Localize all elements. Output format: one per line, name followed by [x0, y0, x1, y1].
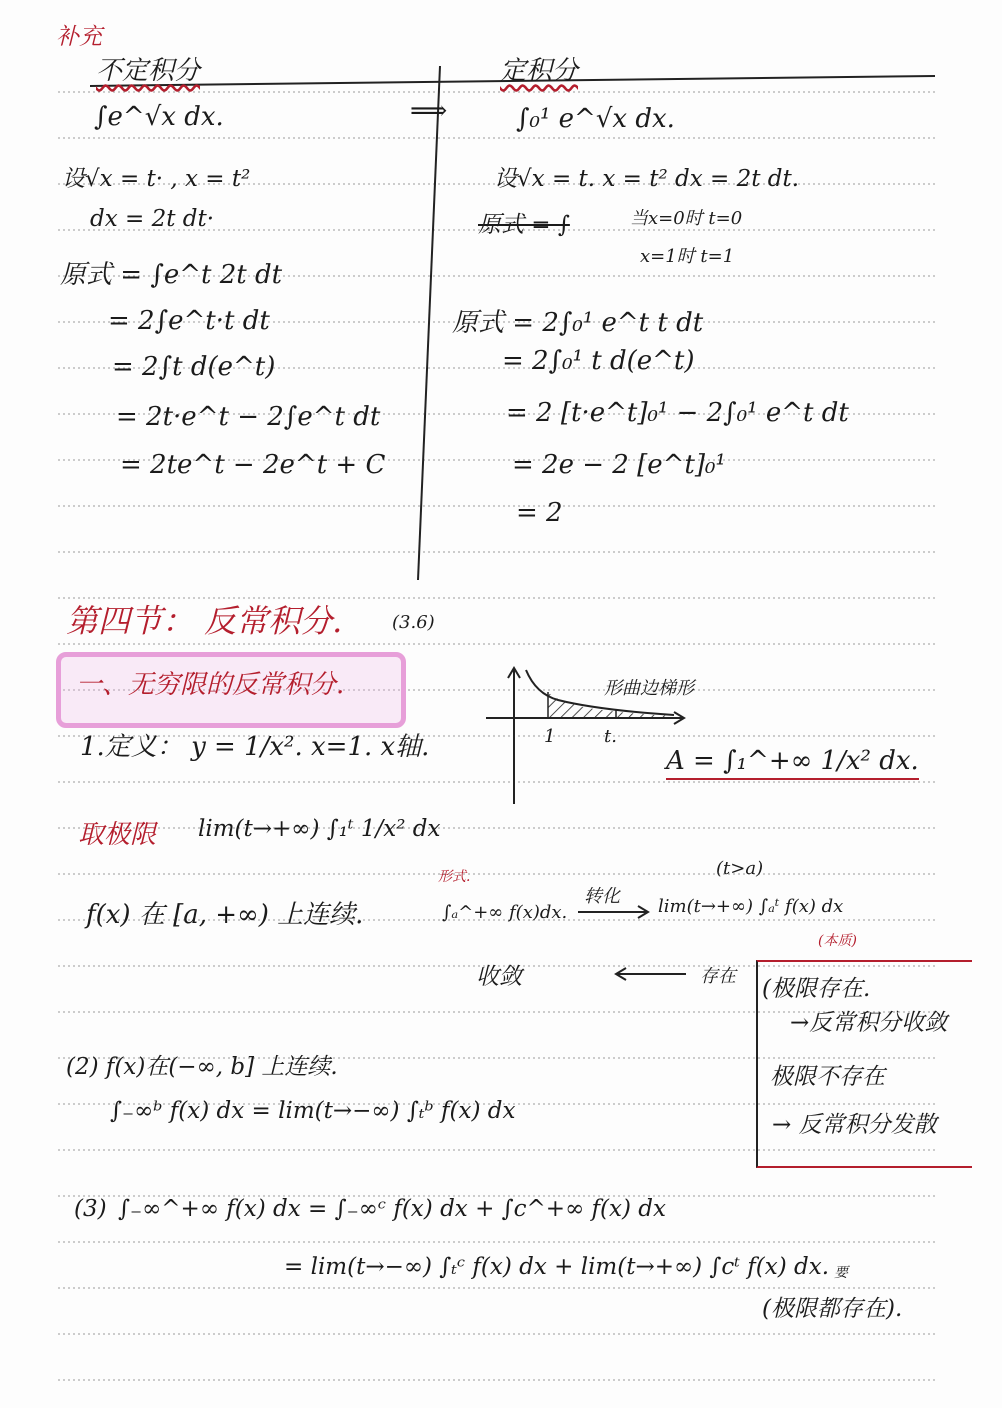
case3-expression-1: ∫₋∞^+∞ f(x) dx = ∫₋∞ᶜ f(x) dx + ∫c^+∞ f(x) dx	[118, 1196, 666, 1222]
left-column-title: 不定积分	[96, 56, 201, 86]
limit-expression: lim(t→+∞) ∫₁ᵗ 1/x² dx	[198, 816, 441, 842]
continuity-line: f(x) 在 [a, +∞) 上连续.	[86, 900, 364, 930]
diagram-label: 形曲边梯形	[604, 678, 694, 699]
left-line-7: = 2t·e^t − 2∫e^t dt	[116, 402, 381, 432]
back-arrow	[612, 966, 688, 982]
case3-heading: (3)	[74, 1196, 107, 1222]
right-line-10: = 2	[516, 498, 563, 528]
right-column-title: 定积分	[500, 56, 579, 86]
case3-note-small: 要	[834, 1265, 848, 1281]
subheading: 一、无穷限的反常积分.	[76, 670, 345, 700]
left-line-4: 原式 = ∫e^t 2t dt	[60, 260, 283, 290]
diagram-tick-t: t.	[604, 726, 617, 747]
case3-note: (极限都存在).	[762, 1296, 903, 1322]
section-ref: (3.6)	[392, 612, 435, 633]
definition-line: 1.定义： y = 1/x². x=1. x轴.	[80, 732, 430, 762]
left-line-1: ∫e^√x dx.	[94, 102, 224, 132]
area-formula: A = ∫₁^+∞ 1/x² dx.	[666, 746, 919, 780]
converge-label: 收敛	[476, 964, 522, 990]
condition: (t>a)	[716, 858, 764, 879]
right-line-9: = 2e − 2 [e^t]₀¹	[512, 450, 726, 480]
diagram-tick-1: 1	[544, 726, 556, 747]
case3-expression-2: = lim(t→−∞) ∫ₜᶜ f(x) dx + lim(t→+∞) ∫cᵗ f(x) dx.	[284, 1254, 830, 1280]
right-line-2: 设√x = t. x = t² dx = 2t dt.	[494, 166, 800, 192]
bracket-line-3: 极限不存在	[770, 1064, 885, 1090]
section-heading: 第四节： 反常积分.	[66, 602, 343, 640]
case2-heading: (2) f(x)在(−∞, b] 上连续.	[66, 1054, 338, 1080]
left-line-2: 设√x = t· , x = t²	[62, 166, 251, 192]
case2-expression: ∫₋∞ᵇ f(x) dx = lim(t→−∞) ∫ₜᵇ f(x) dx	[110, 1098, 516, 1124]
form-expression: ∫ₐ^+∞ f(x)dx.	[442, 902, 568, 923]
convert-arrow	[576, 904, 652, 920]
right-line-3: 原式 = ∫	[478, 212, 570, 238]
bracket-line-1: (极限存在.	[762, 976, 871, 1002]
convert-label: 转化	[584, 886, 620, 907]
left-line-6: = 2∫t d(e^t)	[112, 352, 276, 382]
bracket-line-4: → 反常积分发散	[772, 1112, 937, 1138]
left-line-5: = 2∫e^t·t dt	[108, 306, 270, 336]
right-line-8: = 2 [t·e^t]₀¹ − 2∫₀¹ e^t dt	[506, 398, 849, 428]
margin-note: 补充	[56, 24, 102, 50]
bracket-line-2: →反常积分收敛	[790, 1010, 948, 1036]
limit-form: lim(t→+∞) ∫ₐᵗ f(x) dx	[658, 896, 844, 917]
right-line-7: = 2∫₀¹ t d(e^t)	[502, 346, 695, 376]
essence-label: (本质)	[818, 933, 857, 949]
right-cond-2: x=1时 t=1	[640, 246, 735, 267]
left-line-8: = 2te^t − 2e^t + C	[120, 450, 386, 480]
right-line-1: ∫₀¹ e^√x dx.	[516, 104, 675, 134]
right-line-6: 原式 = 2∫₀¹ e^t t dt	[452, 308, 704, 338]
implies-arrow: ⟹	[410, 96, 448, 126]
exist-label: 存在	[700, 966, 736, 987]
left-line-3: dx = 2t dt·	[90, 206, 215, 232]
form-label: 形式.	[438, 869, 471, 885]
right-cond-1: 当x=0时 t=0	[630, 208, 743, 229]
limit-label: 取极限	[78, 820, 157, 850]
